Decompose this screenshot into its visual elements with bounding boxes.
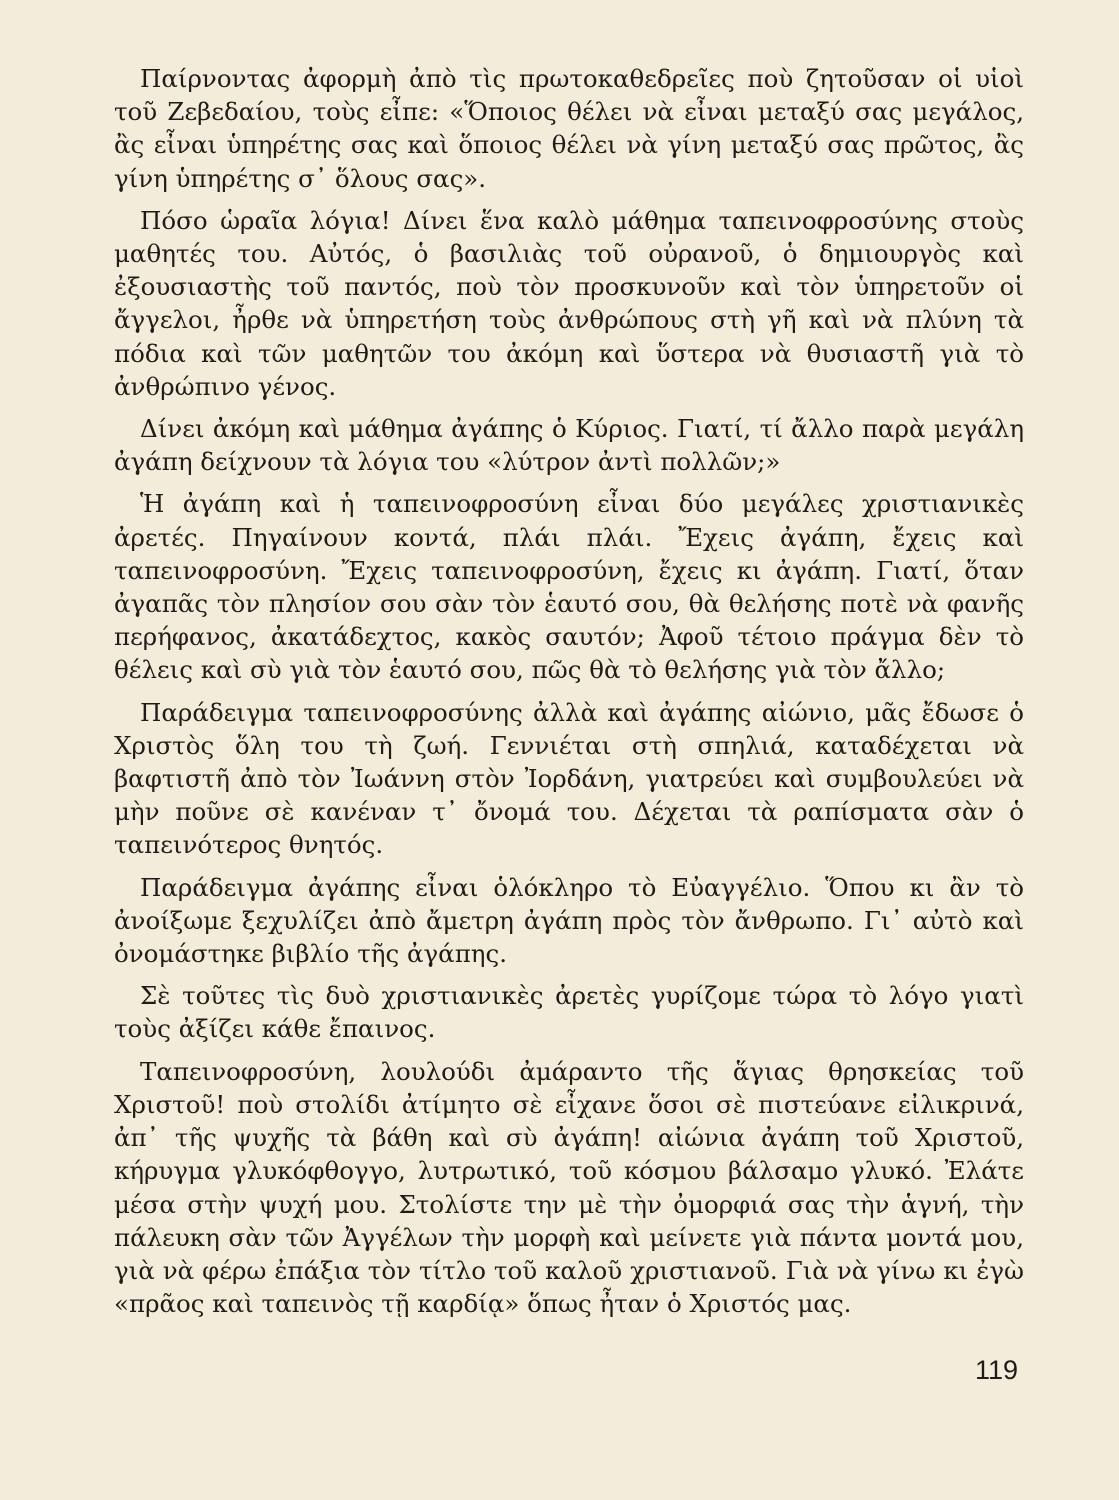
paragraph: Παράδειγμα ταπεινοφροσύνης ἀλλὰ καὶ ἀγάπης αἰώνιο, μᾶς ἔδωσε ὁ Χριστὸς ὅλη του τὴ ζωή. Γεννιέται στὴ σπηλιά, καταδέχεται νὰ βαφτιστῆ ἀπὸ τὸν Ἰωάννη στὸν Ἰορδάνη, γιατρεύει καὶ συμβουλεύει νὰ μὴν ποῦνε σὲ κανέναν τ᾽ ὄνομά του. Δέχεται τὰ ραπίσματα σὰν ὁ ταπεινότερος θνητός. (114, 697, 1024, 860)
paragraph: Παίρνοντας ἀφορμὴ ἀπὸ τὶς πρωτοκαθεδρεῖες ποὺ ζητοῦσαν οἱ υἱοὶ τοῦ Ζεβεδαίου, τοὺς εἶπε: «Ὅποιος θέλει νὰ εἶναι μεταξύ σας μεγάλος, ἂς εἶναι ὑπηρέτης σας καὶ ὅποιος θέλει νὰ γίνη μεταξύ σας πρῶτος, ἂς γίνη ὑπηρέτης σ᾽ ὅλους σας». (114, 64, 1024, 193)
paragraph: Πόσο ὡραῖα λόγια! Δίνει ἕνα καλὸ μάθημα ταπεινοφροσύνης στοὺς μαθητές του. Αὐτός, ὁ βασιλιὰς τοῦ οὐρανοῦ, ὁ δημιουργὸς καὶ ἐξουσιαστὴς τοῦ παντός, ποὺ τὸν προσκυνοῦν καὶ τὸν ὑπηρετοῦν οἱ ἄγγελοι, ἦρθε νὰ ὑπηρετήση τοὺς ἀνθρώπους στὴ γῆ καὶ νὰ πλύνη τὰ πόδια καὶ τῶν μαθητῶν του ἀκόμη καὶ ὕστερα νὰ θυσιαστῆ γιὰ τὸ ἀνθρώπινο γένος. (114, 205, 1024, 401)
paragraph: Ἡ ἀγάπη καὶ ἡ ταπεινοφροσύνη εἶναι δύο μεγάλες χριστιανικὲς ἀρετές. Πηγαίνουν κοντά, πλάι πλάι. Ἔχεις ἀγάπη, ἔχεις καὶ ταπεινοφροσύνη. Ἔχεις ταπεινοφροσύνη, ἔχεις κι ἀγάπη. Γιατί, ὅταν ἀγαπᾶς τὸν πλησίον σου σὰν τὸν ἑαυτό σου, θὰ θελήσης ποτὲ νὰ φανῆς περήφανος, ἀκατάδεχτος, κακὸς σαυτόν; Ἀφοῦ τέτοιο πράγμα δὲν τὸ θέλεις καὶ σὺ γιὰ τὸν ἑαυτό σου, πῶς θὰ τὸ θελήσης γιὰ τὸν ἄλλο; (114, 489, 1024, 685)
paragraph: Παράδειγμα ἀγάπης εἶναι ὁλόκληρο τὸ Εὐαγγέλιο. Ὅπου κι ἂν τὸ ἀνοίξωμε ξεχυλίζει ἀπὸ ἄμετρη ἀγάπη πρὸς τὸν ἄνθρωπο. Γι᾽ αὐτὸ καὶ ὀνομάστηκε βιβλίο τῆς ἀγάπης. (114, 872, 1024, 969)
paragraph: Σὲ τοῦτες τὶς δυὸ χριστιανικὲς ἀρετὲς γυρίζομε τώρα τὸ λόγο γιατὶ τοὺς ἀξίζει κάθε ἔπαινος. (114, 981, 1024, 1044)
page-number: 119 (975, 1355, 1019, 1385)
paragraph: Ταπεινοφροσύνη, λουλούδι ἀμάραντο τῆς ἅγιας θρησκείας τοῦ Χριστοῦ! ποὺ στολίδι ἀτίμητο σὲ εἶχανε ὅσοι σὲ πιστεύανε εἰλικρινά, ἀπ᾽ τῆς ψυχῆς τὰ βάθη καὶ σὺ ἀγάπη! αἰώνια ἀγάπη τοῦ Χριστοῦ, κήρυγμα γλυκόφθογγο, λυτρωτικό, τοῦ κόσμου βάλσαμο γλυκό. Ἐλάτε μέσα στὴν ψυχή μου. Στολίστε την μὲ τὴν ὀμορφιά σας τὴν ἁγνή, τὴν πάλευκη σὰν τῶν Ἀγγέλων τὴν μορφὴ καὶ μείνετε γιὰ πάντα μοντά μου, γιὰ νὰ φέρω ἐπάξια τὸν τίτλο τοῦ καλοῦ χριστιανοῦ. Γιὰ νὰ γίνω κι ἐγὼ «πρᾶος καὶ ταπεινὸς τῇ καρδίᾳ» ὅπως ἦταν ὁ Χριστός μας. (114, 1056, 1024, 1319)
body-text (114, 62, 1024, 1320)
paragraph: Δίνει ἀκόμη καὶ μάθημα ἀγάπης ὁ Κύριος. Γιατί, τί ἄλλο παρὰ μεγάλη ἀγάπη δείχνουν τὰ λόγια του «λύτρον ἀντὶ πολλῶν;» (114, 414, 1024, 477)
